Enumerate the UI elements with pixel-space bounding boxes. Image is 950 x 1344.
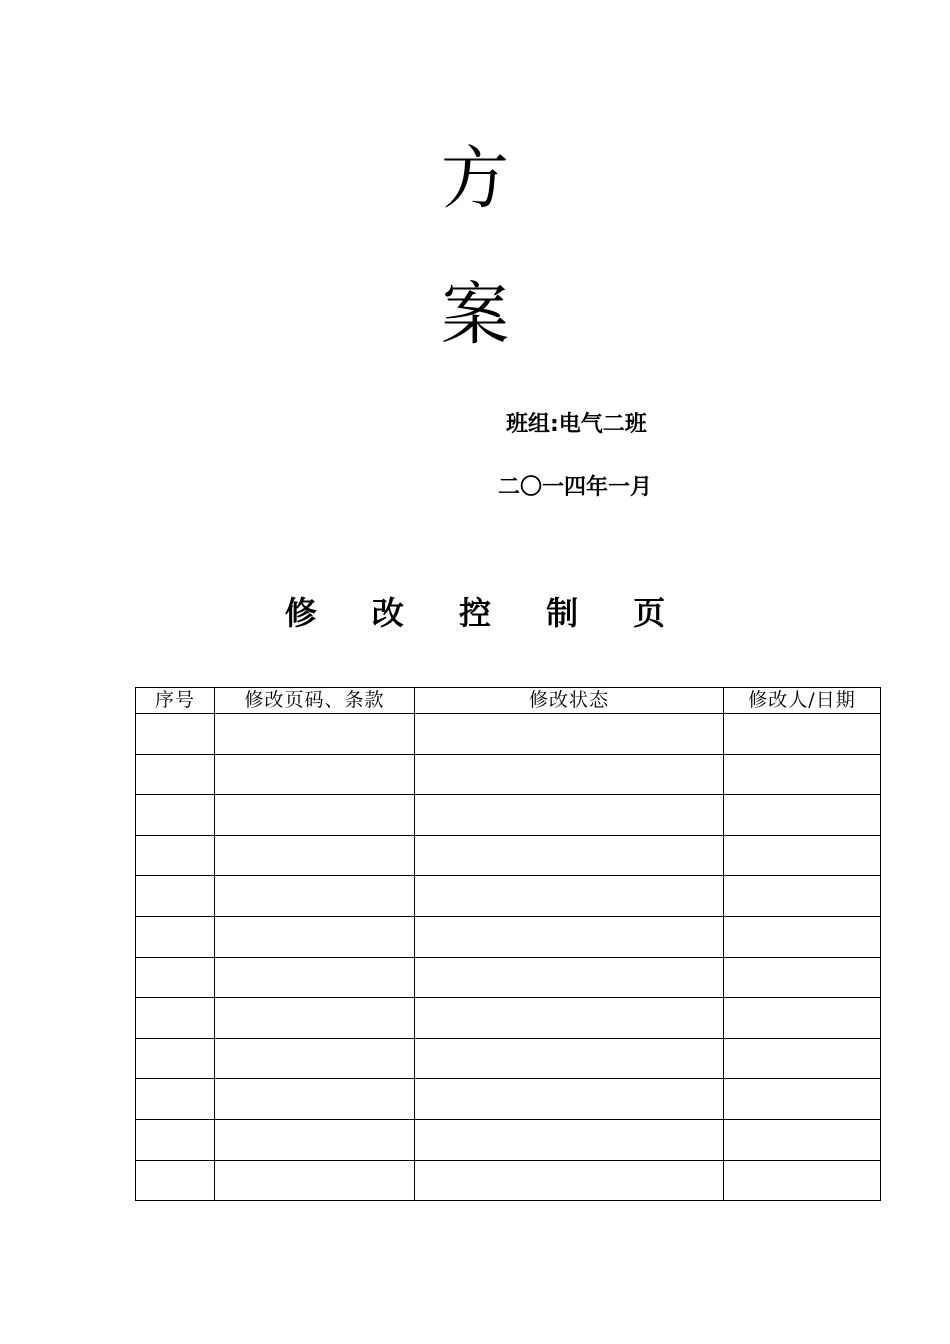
table-row [136,1160,881,1201]
header-page-clause: 修改页码、条款 [215,688,415,714]
cell-revision-status [415,1119,724,1160]
cell-serial-number [136,957,215,998]
cell-reviser-date [724,1160,881,1201]
cell-reviser-date [724,795,881,836]
cell-page-clause [215,998,415,1039]
cell-revision-status [415,1038,724,1079]
cell-revision-status [415,835,724,876]
cell-page-clause [215,916,415,957]
cell-serial-number [136,1119,215,1160]
cell-revision-status [415,876,724,917]
cover-title-char-1: 方 [440,140,509,219]
cell-page-clause [215,714,415,755]
revision-control-table [135,687,881,1201]
cell-page-clause [215,957,415,998]
cell-page-clause [215,1079,415,1120]
cell-page-clause [215,1119,415,1160]
cell-revision-status [415,754,724,795]
header-reviser-date: 修改人/日期 [724,688,881,714]
cell-serial-number [136,1038,215,1079]
table-body [136,714,881,1201]
cell-revision-status [415,714,724,755]
cell-serial-number [136,1079,215,1120]
cell-serial-number [136,998,215,1039]
cell-serial-number [136,754,215,795]
table-row [136,795,881,836]
cell-reviser-date [724,876,881,917]
date-label: 二〇一四年一月 [498,475,653,500]
cell-page-clause [215,1160,415,1201]
cell-reviser-date [724,1119,881,1160]
cell-revision-status [415,1079,724,1120]
team-label: 班组:电气二班 [506,412,647,437]
table-row [136,876,881,917]
table-row [136,1038,881,1079]
cell-revision-status [415,998,724,1039]
cell-serial-number [136,795,215,836]
header-revision-status: 修改状态 [415,688,724,714]
cell-reviser-date [724,714,881,755]
table-row [136,835,881,876]
cell-serial-number [136,1160,215,1201]
cell-page-clause [215,876,415,917]
cell-serial-number [136,916,215,957]
table-row [136,957,881,998]
cell-page-clause [215,795,415,836]
cell-reviser-date [724,957,881,998]
cover-title-char-2: 案 [440,276,509,355]
cell-reviser-date [724,998,881,1039]
header-serial-number: 序号 [136,688,215,714]
cell-revision-status [415,1160,724,1201]
cell-reviser-date [724,916,881,957]
table-header-row [136,688,881,714]
cell-reviser-date [724,835,881,876]
table-row [136,916,881,957]
cell-reviser-date [724,1038,881,1079]
cell-reviser-date [724,1079,881,1120]
cell-revision-status [415,795,724,836]
cell-page-clause [215,1038,415,1079]
table-row [136,998,881,1039]
control-page-title: 修 改 控 制 页 [284,594,688,632]
cell-revision-status [415,916,724,957]
cell-reviser-date [724,754,881,795]
table-row [136,714,881,755]
table-row [136,754,881,795]
cell-serial-number [136,876,215,917]
table-row [136,1079,881,1120]
table-row [136,1119,881,1160]
cell-revision-status [415,957,724,998]
cell-serial-number [136,714,215,755]
cell-page-clause [215,754,415,795]
cell-page-clause [215,835,415,876]
cell-serial-number [136,835,215,876]
